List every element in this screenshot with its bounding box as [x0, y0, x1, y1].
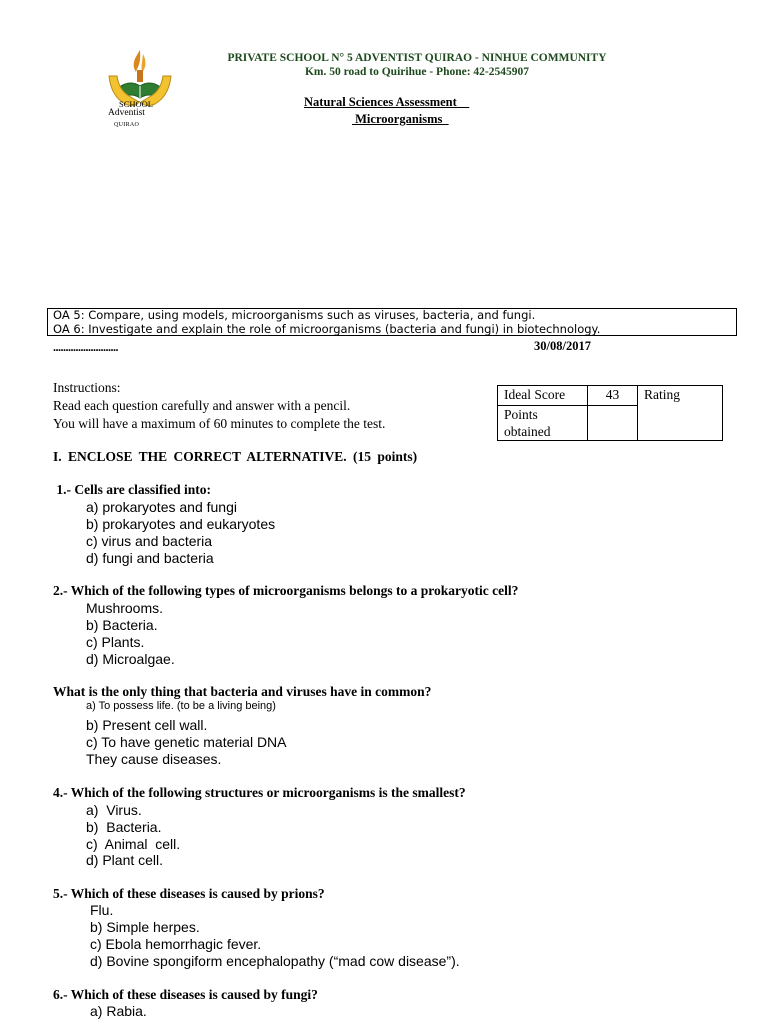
question-2-option-c[interactable]: c) Plants.: [86, 634, 145, 650]
school-logo-icon: [105, 46, 175, 132]
question-3-option-b[interactable]: b) Present cell wall.: [86, 717, 208, 733]
question-1-option-b[interactable]: b) prokaryotes and eukaryotes: [86, 516, 276, 532]
points-obtained-line-1: Points: [504, 407, 538, 422]
rating-cell[interactable]: [638, 386, 723, 441]
points-obtained-label: [498, 406, 588, 441]
ideal-score-value: 43: [588, 386, 638, 406]
instructions-line-1: Read each question carefully and answer with a pencil.: [53, 398, 351, 413]
assessment-subject: Microorganisms: [352, 112, 449, 126]
question-5-option-a[interactable]: Flu.: [90, 902, 114, 918]
question-2-option-b[interactable]: b) Bacteria.: [86, 617, 158, 633]
question-5: 5.- Which of these diseases is caused by prions?: [53, 886, 325, 901]
question-2: 2.- Which of the following types of microorganisms belongs to a prokaryotic cell?: [53, 583, 519, 598]
name-field-line[interactable]: ..........................: [53, 340, 118, 354]
ideal-score-label: Ideal Score: [498, 386, 588, 406]
question-4-option-d[interactable]: d) Plant cell.: [86, 852, 164, 868]
question-3: What is the only thing that bacteria and viruses have in common?: [53, 684, 432, 699]
objective-oa6: OA 6: Investigate and explain the role of microorganisms (bacteria and fungi) in biotechnology.: [53, 322, 601, 336]
question-5-option-b[interactable]: b) Simple herpes.: [90, 919, 200, 935]
question-5-option-d[interactable]: d) Bovine spongiform encephalopathy (“mad cow disease”).: [90, 953, 460, 969]
instructions-line-2: You will have a maximum of 60 minutes to complete the test.: [53, 416, 386, 431]
school-name: PRIVATE SCHOOL N° 5 ADVENTIST QUIRAO - NINHUE COMMUNITY: [227, 52, 607, 64]
logo-text-adventist: Adventist: [108, 108, 145, 118]
question-4-option-a[interactable]: a) Virus.: [86, 802, 142, 818]
question-2-option-d[interactable]: d) Microalgae.: [86, 651, 175, 667]
rating-label: Rating: [644, 387, 680, 402]
assessment-title: Natural Sciences Assessment: [304, 95, 470, 109]
logo-text-school: SCHOOL: [119, 99, 154, 109]
points-obtained-value[interactable]: [588, 406, 638, 441]
instructions-label: Instructions:: [53, 380, 121, 395]
question-1-option-a[interactable]: a) prokaryotes and fungi: [86, 499, 237, 515]
question-1: 1.- Cells are classified into:: [53, 482, 211, 497]
objectives-box: [47, 308, 737, 336]
section-title: I. ENCLOSE THE CORRECT ALTERNATIVE. (15 points): [53, 449, 418, 464]
question-1-option-c[interactable]: c) virus and bacteria: [86, 533, 213, 549]
objective-oa5: OA 5: Compare, using models, microorganisms such as viruses, bacteria, and fungi.: [53, 308, 536, 322]
question-6: 6.- Which of these diseases is caused by fungi?: [53, 987, 318, 1002]
question-3-option-c[interactable]: c) To have genetic material DNA: [86, 734, 287, 750]
question-4: 4.- Which of the following structures or microorganisms is the smallest?: [53, 785, 466, 800]
question-5-option-c[interactable]: c) Ebola hemorrhagic fever.: [90, 936, 262, 952]
logo-text-quirao: QUIRAO: [114, 122, 140, 128]
assessment-date: 30/08/2017: [534, 339, 591, 353]
question-3-option-d[interactable]: They cause diseases.: [86, 751, 222, 767]
points-obtained-line-2: obtained: [504, 424, 551, 439]
question-2-option-a[interactable]: Mushrooms.: [86, 600, 164, 616]
school-address: Km. 50 road to Quirihue - Phone: 42-2545907: [304, 66, 530, 78]
question-1-option-d[interactable]: d) fungi and bacteria: [86, 550, 214, 566]
score-table: [497, 385, 723, 441]
question-4-option-b[interactable]: b) Bacteria.: [86, 819, 162, 835]
question-4-option-c[interactable]: c) Animal cell.: [86, 836, 181, 852]
question-3-option-a[interactable]: a) To possess life. (to be a living being): [86, 700, 276, 712]
question-6-option-a[interactable]: a) Rabia.: [90, 1003, 147, 1019]
